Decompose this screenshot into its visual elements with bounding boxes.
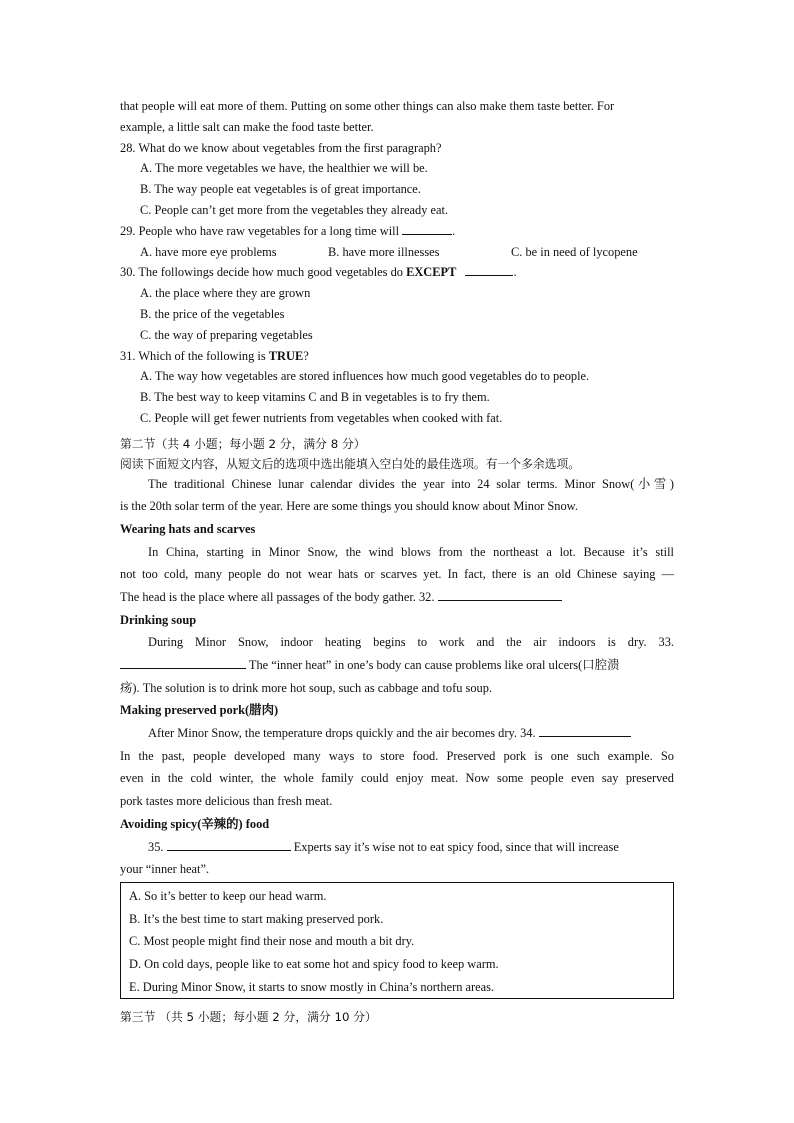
passage-line: that people will eat more of them. Putting on some other things can also make them taste better. For: [120, 99, 615, 113]
question-31-option-a: A. The way how vegetables are stored influences how much good vegetables do to people.: [140, 369, 590, 384]
article-subheading: Making preserved pork(腊肉): [120, 703, 279, 718]
option-c: C. Most people might find their nose and mouth a bit dry.: [129, 934, 415, 949]
article-paragraph-line: not too cold, many people do not wear hats or scarves yet. In fact, there is an old Chinese saying —: [120, 567, 674, 582]
article-subheading: Avoiding spicy(辛辣的) food: [120, 816, 270, 831]
question-28-stem: 28. What do we know about vegetables from the first paragraph?: [120, 140, 442, 155]
question-30-stem: 30. The followings decide how much good vegetables do EXCEPT .: [120, 265, 517, 280]
section-2-heading: 第二节（共 4 小题；每小题 2 分，满分 8 分）: [120, 436, 366, 451]
article-subheading: Wearing hats and scarves: [120, 521, 256, 536]
question-29-option-a: A. have more eye problems: [140, 244, 277, 259]
article-paragraph-line: 疡). The solution is to drink more hot soup, such as cabbage and tofu soup.: [120, 680, 493, 695]
question-29-option-c: C. be in need of lycopene: [511, 244, 638, 259]
question-30-option-c: C. the way of preparing vegetables: [140, 327, 313, 342]
question-31-option-b: B. The best way to keep vitamins C and B in vegetables is to fry them.: [140, 390, 490, 405]
exam-page: [120, 96, 674, 1028]
article-paragraph-line: In the past, people developed many ways to store food. Preserved pork is one such example. So: [120, 748, 674, 763]
question-29-option-b: B. have more illnesses: [328, 244, 440, 259]
article-paragraph-line: even in the cold winter, the whole family could enjoy meat. Now some people even say preserved: [120, 771, 674, 786]
paragraph-text: 35.: [148, 839, 164, 854]
answer-blank-35: [167, 838, 291, 851]
question-31-option-c: C. People will get fewer nutrients from vegetables when cooked with fat.: [140, 410, 503, 425]
article-paragraph-line: your “inner heat”.: [120, 862, 210, 877]
article-paragraph-line: pork tastes more delicious than fresh meat.: [120, 794, 333, 809]
article-paragraph-line: [120, 654, 674, 677]
option-b: B. It’s the best time to start making preserved pork.: [129, 911, 384, 926]
option-a: A. So it’s better to keep our head warm.: [129, 888, 327, 903]
paragraph-text: The head is the place where all passages of the body gather. 32.: [120, 589, 435, 604]
section-2-instruction: 阅读下面短文内容，从短文后的选项中选出能填入空白处的最佳选项。有一个多余选项。: [120, 456, 581, 471]
article-paragraph-line: [120, 836, 674, 859]
answer-blank: [465, 263, 513, 276]
options-box: [120, 882, 674, 999]
question-28-option-a: A. The more vegetables we have, the healthier we will be.: [140, 161, 428, 176]
question-28-option-c: C. People can’t get more from the vegetables they already eat.: [140, 202, 449, 217]
article-intro-line: The traditional Chinese lunar calendar divides the year into 24 solar terms. Minor Snow(小雪): [148, 476, 674, 491]
passage-line: example, a little salt can make the food taste better.: [120, 119, 374, 134]
section-3-heading: 第三节 （共 5 小题；每小题 2 分，满分 10 分）: [120, 1010, 377, 1025]
question-29-stem: 29. People who have raw vegetables for a long time will .: [120, 223, 456, 238]
question-30-option-a: A. the place where they are grown: [140, 286, 311, 301]
answer-blank: [402, 222, 452, 235]
question-31-text: 31. Which of the following is: [120, 348, 269, 363]
question-31-emphasis: TRUE: [268, 348, 304, 363]
answer-blank-32: [438, 588, 562, 601]
question-31-mark: ?: [303, 348, 309, 363]
paragraph-text: After Minor Snow, the temperature drops quickly and the air becomes dry. 34.: [148, 726, 536, 741]
question-31-stem: [120, 346, 674, 367]
article-intro-line: is the 20th solar term of the year. Here are some things you should know about Minor Snow.: [120, 499, 578, 514]
question-29-text: 29. People who have raw vegetables for a long time will: [120, 223, 400, 238]
paragraph-text: Experts say it’s wise not to eat spicy food, since that will increase: [290, 839, 619, 854]
answer-blank-33: [120, 656, 246, 669]
question-29-options: [120, 242, 674, 263]
paragraph-text: The “inner heat” in one’s body can cause problems like oral ulcers(口腔溃: [246, 658, 620, 673]
article-subheading: Drinking soup: [120, 612, 197, 627]
article-paragraph-line: During Minor Snow, indoor heating begins to work and the air indoors is dry. 33.: [148, 635, 674, 650]
question-30-emphasis: EXCEPT: [406, 265, 457, 280]
question-30-option-b: B. the price of the vegetables: [140, 306, 285, 321]
article-paragraph-line: In China, starting in Minor Snow, the wind blows from the northeast a lot. Because it’s still: [148, 544, 674, 559]
question-30-text: 30. The followings decide how much good vegetables do: [120, 265, 407, 280]
option-e: E. During Minor Snow, it starts to snow mostly in China’s northern areas.: [129, 979, 495, 994]
answer-blank-34: [539, 724, 631, 737]
question-28-option-b: B. The way people eat vegetables is of great importance.: [140, 182, 421, 197]
article-paragraph-line: [120, 722, 674, 745]
article-paragraph-line: [120, 586, 674, 609]
option-d: D. On cold days, people like to eat some hot and spicy food to keep warm.: [129, 956, 499, 971]
